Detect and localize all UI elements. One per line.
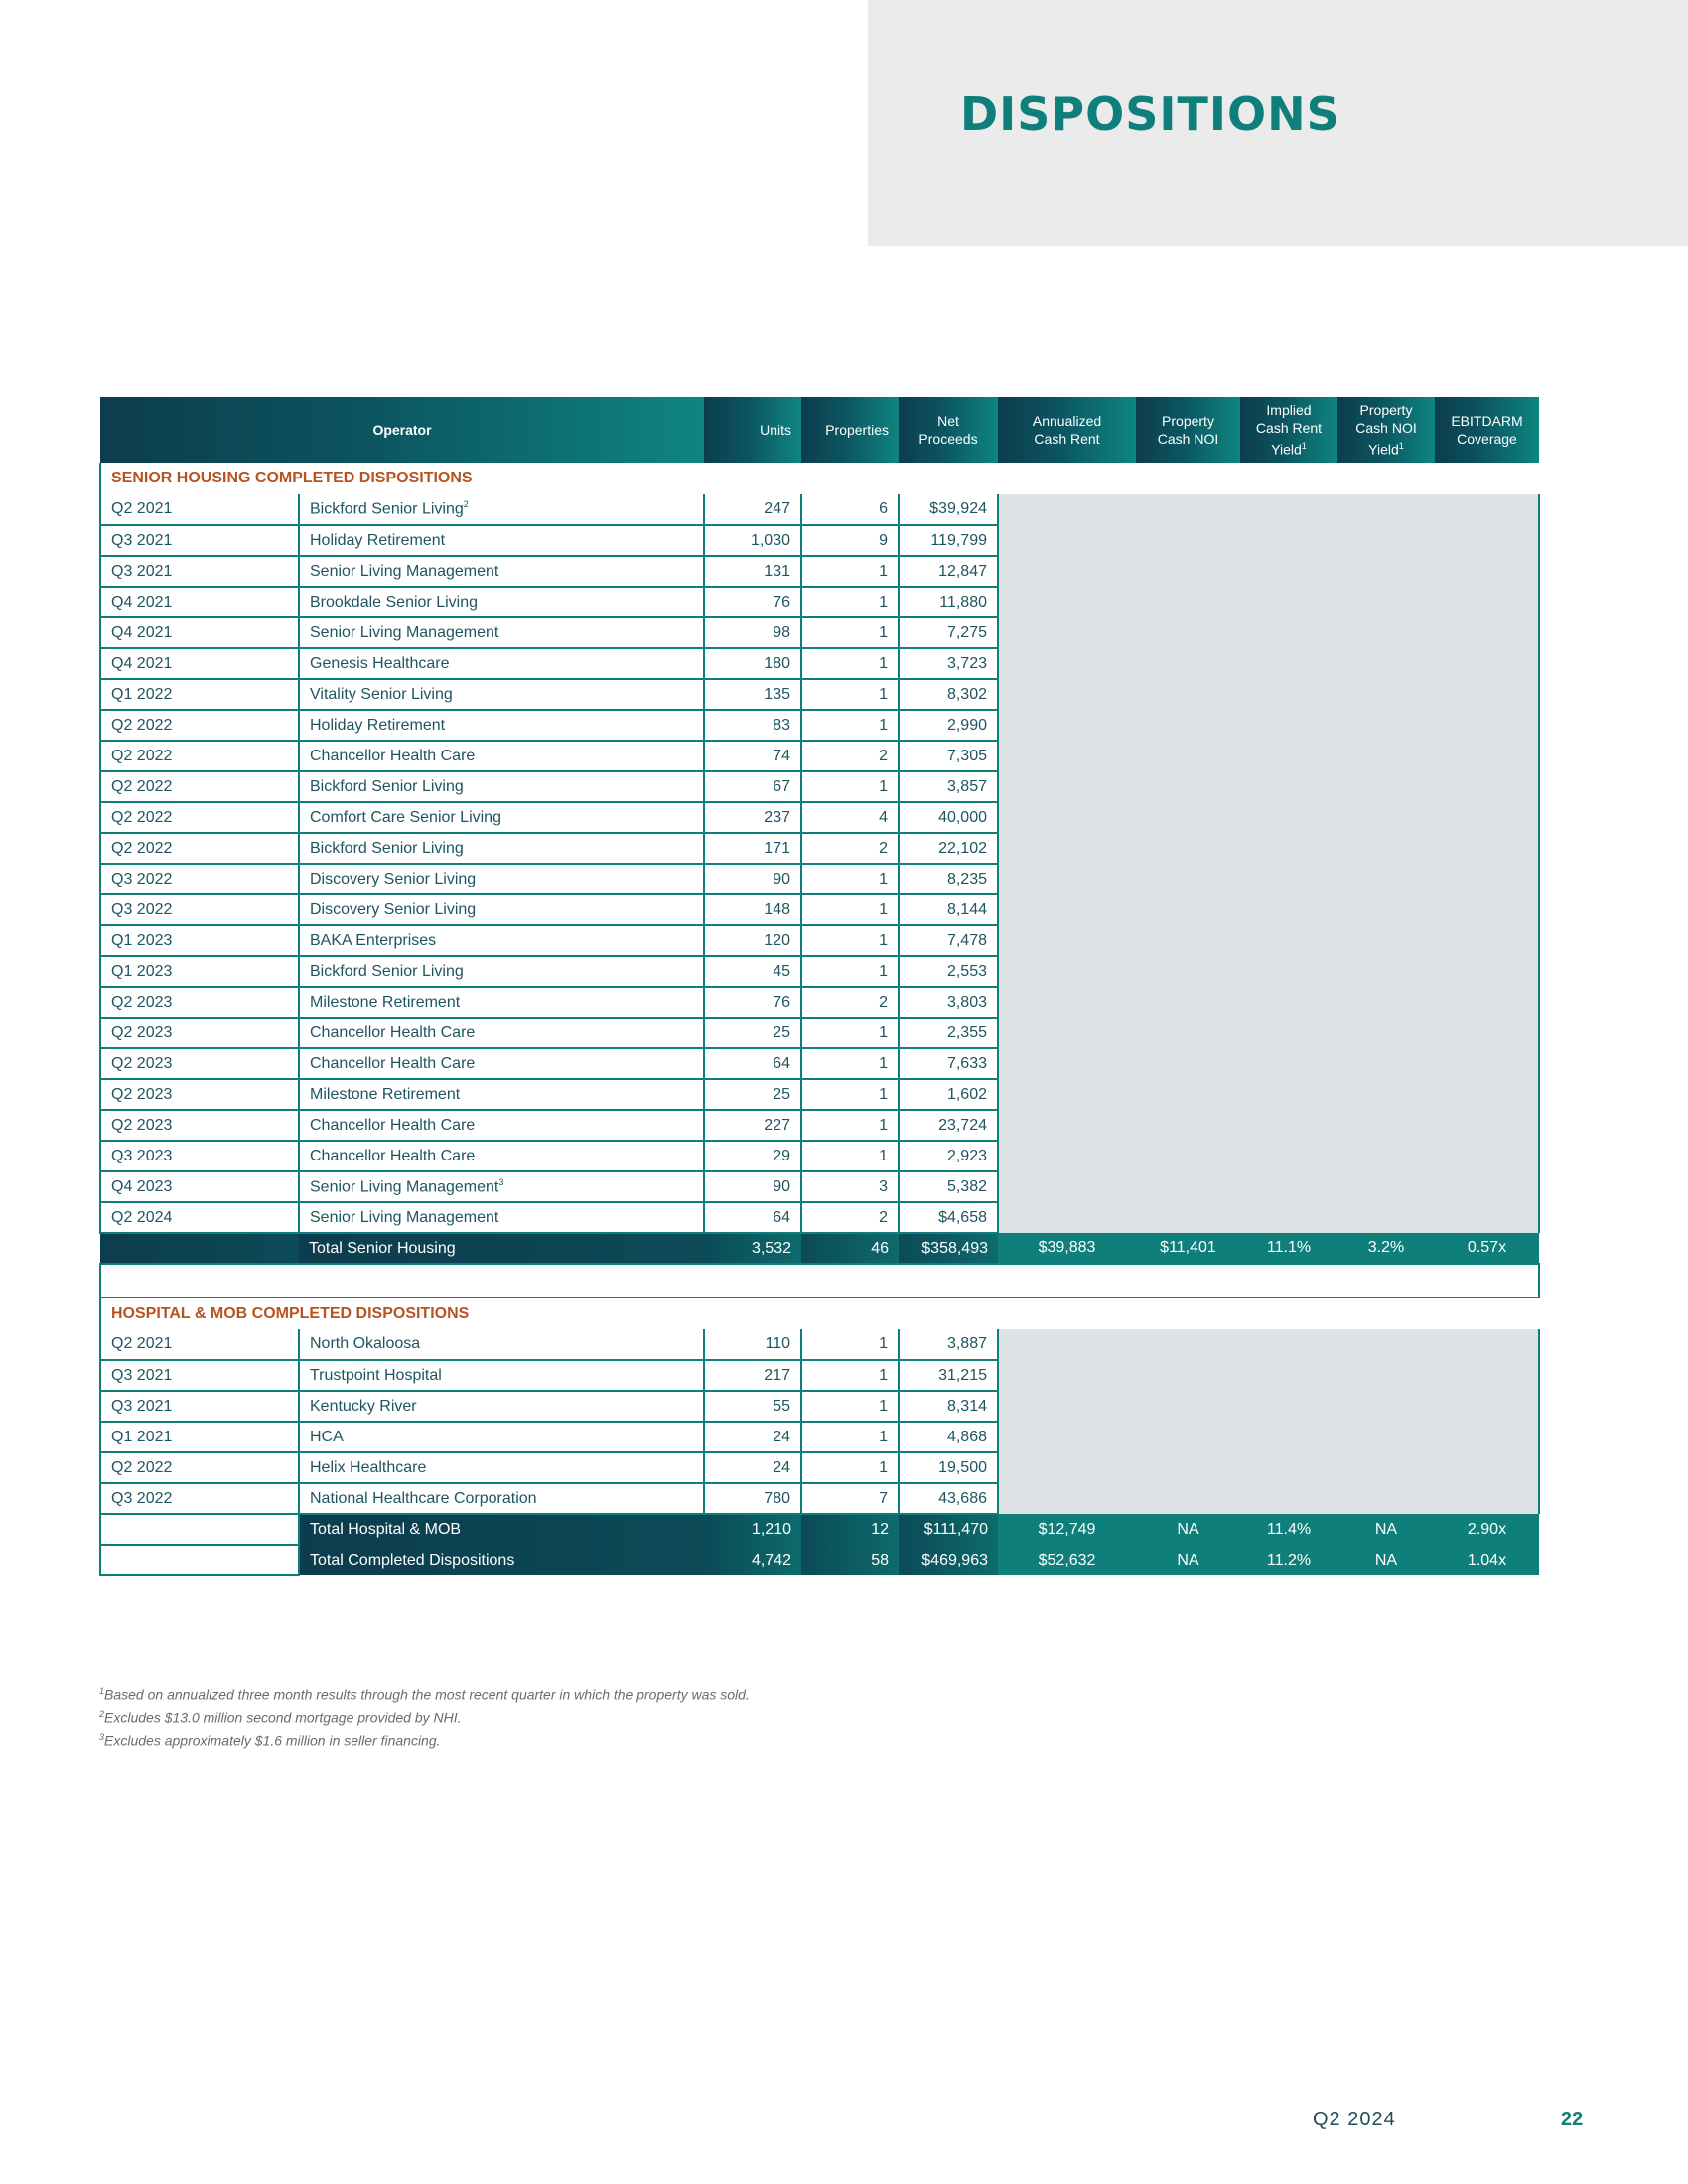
operator-cell (299, 987, 704, 1018)
header-property-cash-noi-yield: Property Cash NOI Yield$^1$ (1337, 397, 1435, 463)
section-title: SENIOR HOUSING COMPLETED DISPOSITIONS (100, 463, 1539, 494)
properties-cell: 6 (801, 494, 899, 525)
properties-cell: 1 (801, 1110, 899, 1141)
empty-metrics-block (998, 494, 1539, 1233)
total-property-cash-noi: NA (1136, 1545, 1240, 1575)
net-proceeds-cell: 3,857 (899, 771, 998, 802)
operator-name: Chancellor Health Care (310, 1147, 476, 1164)
operator-name: Discovery Senior Living (310, 900, 477, 918)
header-property-cash-noi: Property Cash NOI (1136, 397, 1240, 463)
footnote-1: $^1$Based on annualized three month results through the most recent quarter in which the property was sold. (99, 1686, 750, 1703)
net-proceeds-cell: 2,553 (899, 956, 998, 987)
units-cell: 110 (704, 1329, 801, 1360)
operator-cell (299, 494, 704, 525)
net-proceeds-cell: 7,275 (899, 617, 998, 648)
units-cell: 25 (704, 1079, 801, 1110)
properties-cell: 1 (801, 1422, 899, 1452)
properties-cell: 4 (801, 802, 899, 833)
net-proceeds-cell: 23,724 (899, 1110, 998, 1141)
header-operator: Operator (100, 397, 704, 463)
units-cell: 90 (704, 1171, 801, 1202)
units-cell: 148 (704, 894, 801, 925)
footnote-3: $^3$Excludes approximately $1.6 million in seller financing. (99, 1732, 441, 1749)
operator-name: Chancellor Health Care (310, 1024, 476, 1041)
header-implied-cash-rent-yield: Implied Cash Rent Yield$^1$ (1240, 397, 1337, 463)
operator-cell (299, 710, 704, 741)
footer-quarter: Q2 2024 (1313, 2109, 1396, 2130)
units-cell: 120 (704, 925, 801, 956)
quarter-cell: Q4 2021 (100, 587, 299, 617)
properties-cell: 3 (801, 1171, 899, 1202)
net-proceeds-cell: 40,000 (899, 802, 998, 833)
net-proceeds-cell: 2,923 (899, 1141, 998, 1171)
total-property-cash-noi: NA (1136, 1514, 1240, 1545)
header-net-proceeds: Net Proceeds (899, 397, 998, 463)
quarter-cell: Q2 2021 (100, 494, 299, 525)
net-proceeds-cell: 8,314 (899, 1391, 998, 1422)
operator-cell (299, 1452, 704, 1483)
units-cell: 1,030 (704, 525, 801, 556)
operator-cell (299, 556, 704, 587)
quarter-cell: Q3 2023 (100, 1141, 299, 1171)
operator-cell (299, 587, 704, 617)
page-number: 22 (1561, 2109, 1584, 2130)
operator-cell (299, 925, 704, 956)
units-cell: 135 (704, 679, 801, 710)
total-net-proceeds: $111,470 (899, 1514, 998, 1545)
operator-name: Senior Living Management (310, 1208, 499, 1226)
operator-cell (299, 1360, 704, 1391)
operator-name: Senior Living Management (310, 1178, 499, 1196)
net-proceeds-cell: 1,602 (899, 1079, 998, 1110)
properties-cell: 1 (801, 1079, 899, 1110)
units-cell: 29 (704, 1141, 801, 1171)
quarter-cell: Q4 2023 (100, 1171, 299, 1202)
units-cell: 131 (704, 556, 801, 587)
units-cell: 90 (704, 864, 801, 894)
total-label: Total Completed Dispositions (299, 1545, 704, 1575)
total-property-cash-noi-yield: 3.2% (1337, 1233, 1435, 1264)
quarter-cell: Q3 2021 (100, 525, 299, 556)
net-proceeds-cell: 8,144 (899, 894, 998, 925)
net-proceeds-cell: 3,887 (899, 1329, 998, 1360)
footnotes (99, 1681, 750, 1751)
properties-cell: 1 (801, 1391, 899, 1422)
operator-cell (299, 1110, 704, 1141)
quarter-cell: Q2 2023 (100, 1018, 299, 1048)
section-title: HOSPITAL & MOB COMPLETED DISPOSITIONS (100, 1297, 1539, 1329)
operator-name: Bickford Senior Living (310, 962, 464, 980)
units-cell: 76 (704, 987, 801, 1018)
net-proceeds-cell: 7,478 (899, 925, 998, 956)
properties-cell: 1 (801, 1141, 899, 1171)
operator-name: HCA (310, 1428, 344, 1445)
net-proceeds-cell: 5,382 (899, 1171, 998, 1202)
net-proceeds-cell: 4,868 (899, 1422, 998, 1452)
units-cell: 98 (704, 617, 801, 648)
total-implied-cash-rent-yield: 11.1% (1240, 1233, 1337, 1264)
table-body (100, 463, 1539, 1575)
total-senior-housing-row (100, 1233, 1539, 1264)
net-proceeds-cell: 7,305 (899, 741, 998, 771)
properties-cell: 7 (801, 1483, 899, 1514)
total-property-cash-noi-yield: NA (1337, 1545, 1435, 1575)
quarter-cell: Q1 2023 (100, 925, 299, 956)
operator-name: Comfort Care Senior Living (310, 808, 501, 826)
table-row (100, 1329, 1539, 1360)
net-proceeds-cell: 12,847 (899, 556, 998, 587)
units-cell: 227 (704, 1110, 801, 1141)
total-units: 4,742 (704, 1545, 801, 1575)
operator-cell (299, 1483, 704, 1514)
header-units: Units (704, 397, 801, 463)
footnote-2: $^2$Excludes $13.0 million second mortgage provided by NHI. (99, 1708, 462, 1726)
units-cell: 67 (704, 771, 801, 802)
units-cell: 217 (704, 1360, 801, 1391)
quarter-cell: Q2 2023 (100, 987, 299, 1018)
operator-cell (299, 833, 704, 864)
total-properties: 46 (801, 1233, 899, 1264)
operator-name: Vitality Senior Living (310, 685, 453, 703)
quarter-cell: Q3 2021 (100, 1391, 299, 1422)
net-proceeds-cell: 119,799 (899, 525, 998, 556)
operator-cell (299, 1329, 704, 1360)
units-cell: 171 (704, 833, 801, 864)
total-hospital-mob-row (100, 1514, 1539, 1545)
properties-cell: 1 (801, 771, 899, 802)
properties-cell: 9 (801, 525, 899, 556)
quarter-cell: Q2 2023 (100, 1079, 299, 1110)
quarter-cell: Q2 2022 (100, 802, 299, 833)
properties-cell: 1 (801, 1048, 899, 1079)
units-cell: 83 (704, 710, 801, 741)
operator-cell (299, 1018, 704, 1048)
net-proceeds-cell: 8,302 (899, 679, 998, 710)
units-cell: 25 (704, 1018, 801, 1048)
properties-cell: 2 (801, 741, 899, 771)
footnote-ref: 2 (463, 499, 469, 510)
footnote-ref: 3 (498, 1176, 504, 1187)
operator-name: Bickford Senior Living (310, 500, 464, 518)
net-proceeds-cell: 2,355 (899, 1018, 998, 1048)
operator-name: BAKA Enterprises (310, 931, 437, 949)
header-annualized-cash-rent: Annualized Cash Rent (998, 397, 1136, 463)
quarter-cell: Q2 2023 (100, 1110, 299, 1141)
total-ebitdarm-coverage: 1.04x (1435, 1545, 1539, 1575)
quarter-cell: Q3 2022 (100, 1483, 299, 1514)
quarter-cell: Q2 2022 (100, 710, 299, 741)
operator-name: Holiday Retirement (310, 531, 446, 549)
operator-name: Helix Healthcare (310, 1458, 427, 1476)
properties-cell: 1 (801, 648, 899, 679)
units-cell: 780 (704, 1483, 801, 1514)
operator-cell (299, 1391, 704, 1422)
net-proceeds-cell: 19,500 (899, 1452, 998, 1483)
units-cell: 64 (704, 1048, 801, 1079)
operator-cell (299, 1079, 704, 1110)
total-property-cash-noi-yield: NA (1337, 1514, 1435, 1545)
properties-cell: 1 (801, 956, 899, 987)
units-cell: 76 (704, 587, 801, 617)
quarter-cell: Q2 2022 (100, 1452, 299, 1483)
net-proceeds-cell: $39,924 (899, 494, 998, 525)
net-proceeds-cell: 22,102 (899, 833, 998, 864)
total-units: 1,210 (704, 1514, 801, 1545)
operator-cell (299, 1048, 704, 1079)
properties-cell: 1 (801, 864, 899, 894)
total-quarter-cell (100, 1233, 299, 1264)
net-proceeds-cell: 31,215 (899, 1360, 998, 1391)
operator-name: North Okaloosa (310, 1335, 421, 1352)
net-proceeds-cell: $4,658 (899, 1202, 998, 1233)
properties-cell: 1 (801, 1329, 899, 1360)
quarter-cell: Q3 2021 (100, 556, 299, 587)
operator-cell (299, 617, 704, 648)
total-quarter-cell (100, 1545, 299, 1575)
table-header-row (100, 397, 1539, 463)
total-property-cash-noi: $11,401 (1136, 1233, 1240, 1264)
operator-cell (299, 648, 704, 679)
total-implied-cash-rent-yield: 11.4% (1240, 1514, 1337, 1545)
total-implied-cash-rent-yield: 11.2% (1240, 1545, 1337, 1575)
table-row (100, 494, 1539, 525)
header-ebitdarm-coverage: EBITDARM Coverage (1435, 397, 1539, 463)
operator-name: Bickford Senior Living (310, 777, 464, 795)
operator-name: Chancellor Health Care (310, 1116, 476, 1134)
quarter-cell: Q3 2021 (100, 1360, 299, 1391)
operator-cell (299, 864, 704, 894)
net-proceeds-cell: 3,803 (899, 987, 998, 1018)
total-annualized-cash-rent: $39,883 (998, 1233, 1136, 1264)
quarter-cell: Q3 2022 (100, 894, 299, 925)
units-cell: 55 (704, 1391, 801, 1422)
units-cell: 24 (704, 1422, 801, 1452)
net-proceeds-cell: 2,990 (899, 710, 998, 741)
operator-cell (299, 525, 704, 556)
units-cell: 237 (704, 802, 801, 833)
operator-cell (299, 741, 704, 771)
net-proceeds-cell: 3,723 (899, 648, 998, 679)
units-cell: 180 (704, 648, 801, 679)
quarter-cell: Q1 2023 (100, 956, 299, 987)
operator-name: National Healthcare Corporation (310, 1489, 537, 1507)
page-title: DISPOSITIONS (960, 87, 1340, 141)
quarter-cell: Q2 2023 (100, 1048, 299, 1079)
properties-cell: 1 (801, 617, 899, 648)
operator-name: Discovery Senior Living (310, 870, 477, 887)
properties-cell: 2 (801, 987, 899, 1018)
operator-cell (299, 894, 704, 925)
operator-cell (299, 771, 704, 802)
empty-metrics-block (998, 1329, 1539, 1514)
total-annualized-cash-rent: $12,749 (998, 1514, 1136, 1545)
operator-name: Senior Living Management (310, 562, 499, 580)
total-net-proceeds: $469,963 (899, 1545, 998, 1575)
total-ebitdarm-coverage: 0.57x (1435, 1233, 1539, 1264)
units-cell: 64 (704, 1202, 801, 1233)
operator-cell (299, 1422, 704, 1452)
total-quarter-cell (100, 1514, 299, 1545)
properties-cell: 1 (801, 587, 899, 617)
senior-section-header (100, 463, 1539, 494)
quarter-cell: Q2 2022 (100, 833, 299, 864)
quarter-cell: Q2 2022 (100, 771, 299, 802)
total-label: Total Hospital & MOB (299, 1514, 704, 1545)
operator-name: Milestone Retirement (310, 993, 461, 1011)
quarter-cell: Q2 2022 (100, 741, 299, 771)
operator-cell (299, 1202, 704, 1233)
properties-cell: 1 (801, 894, 899, 925)
quarter-cell: Q4 2021 (100, 648, 299, 679)
operator-cell (299, 802, 704, 833)
total-annualized-cash-rent: $52,632 (998, 1545, 1136, 1575)
total-completed-dispositions-row (100, 1545, 1539, 1575)
operator-cell (299, 1141, 704, 1171)
properties-cell: 1 (801, 925, 899, 956)
properties-cell: 1 (801, 556, 899, 587)
net-proceeds-cell: 8,235 (899, 864, 998, 894)
quarter-cell: Q4 2021 (100, 617, 299, 648)
operator-name: Holiday Retirement (310, 716, 446, 734)
operator-cell (299, 1171, 704, 1202)
operator-name: Chancellor Health Care (310, 1054, 476, 1072)
properties-cell: 2 (801, 1202, 899, 1233)
units-cell: 24 (704, 1452, 801, 1483)
properties-cell: 1 (801, 1452, 899, 1483)
operator-name: Chancellor Health Care (310, 747, 476, 764)
units-cell: 247 (704, 494, 801, 525)
operator-name: Senior Living Management (310, 623, 499, 641)
spacer-row (100, 1264, 1539, 1297)
units-cell: 45 (704, 956, 801, 987)
properties-cell: 1 (801, 1360, 899, 1391)
operator-name: Trustpoint Hospital (310, 1366, 442, 1384)
total-label: Total Senior Housing (299, 1233, 704, 1264)
properties-cell: 1 (801, 710, 899, 741)
properties-cell: 1 (801, 1018, 899, 1048)
properties-cell: 2 (801, 833, 899, 864)
quarter-cell: Q3 2022 (100, 864, 299, 894)
operator-name: Bickford Senior Living (310, 839, 464, 857)
units-cell: 74 (704, 741, 801, 771)
operator-cell (299, 679, 704, 710)
quarter-cell: Q2 2024 (100, 1202, 299, 1233)
operator-name: Kentucky River (310, 1397, 417, 1415)
dispositions-table (99, 397, 1540, 1576)
spacer-cell (100, 1264, 1539, 1297)
properties-cell: 1 (801, 679, 899, 710)
net-proceeds-cell: 11,880 (899, 587, 998, 617)
operator-name: Genesis Healthcare (310, 654, 450, 672)
total-ebitdarm-coverage: 2.90x (1435, 1514, 1539, 1545)
operator-cell (299, 956, 704, 987)
net-proceeds-cell: 7,633 (899, 1048, 998, 1079)
operator-name: Milestone Retirement (310, 1085, 461, 1103)
total-net-proceeds: $358,493 (899, 1233, 998, 1264)
total-properties: 58 (801, 1545, 899, 1575)
quarter-cell: Q1 2021 (100, 1422, 299, 1452)
quarter-cell: Q2 2021 (100, 1329, 299, 1360)
operator-name: Brookdale Senior Living (310, 593, 478, 611)
quarter-cell: Q1 2022 (100, 679, 299, 710)
hospital-section-header (100, 1297, 1539, 1329)
net-proceeds-cell: 43,686 (899, 1483, 998, 1514)
total-units: 3,532 (704, 1233, 801, 1264)
total-properties: 12 (801, 1514, 899, 1545)
header-properties: Properties (801, 397, 899, 463)
